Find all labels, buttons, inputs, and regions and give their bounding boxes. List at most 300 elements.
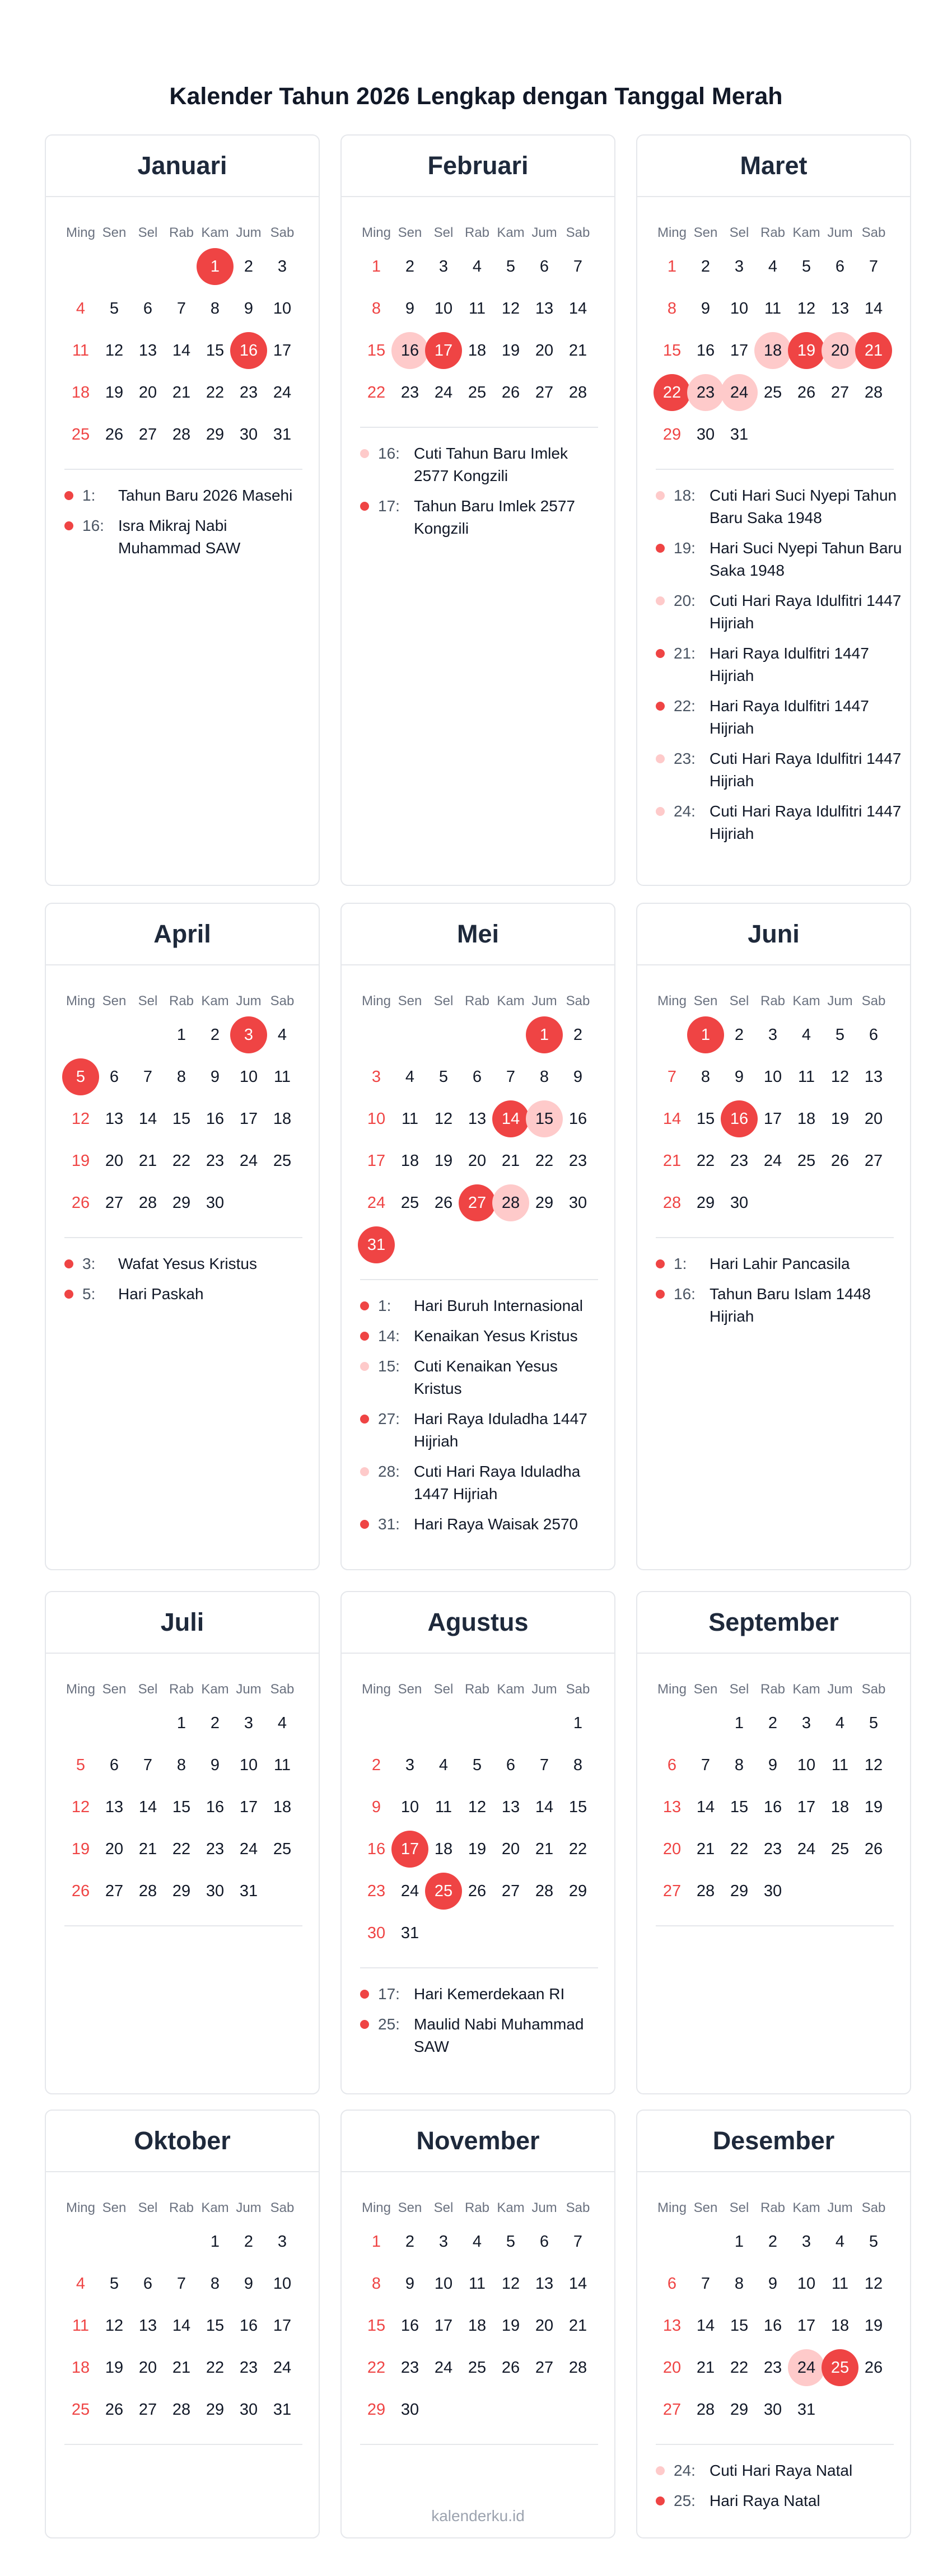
calendar-day[interactable]: 20 xyxy=(535,341,554,360)
calendar-day[interactable]: 13 xyxy=(105,1798,124,1816)
calendar-day[interactable]: 15 xyxy=(696,1109,715,1128)
calendar-day[interactable]: 1 xyxy=(371,257,381,276)
calendar-day[interactable]: 19 xyxy=(788,332,825,369)
calendar-day[interactable]: 28 xyxy=(662,1193,682,1212)
calendar-day[interactable]: 29 xyxy=(696,1193,715,1212)
calendar-day[interactable]: 27 xyxy=(864,1151,883,1170)
calendar-day[interactable]: 1 xyxy=(667,257,677,276)
calendar-day[interactable]: 18 xyxy=(468,2316,487,2335)
calendar-day[interactable]: 1 xyxy=(687,1016,724,1053)
calendar-day[interactable]: 19 xyxy=(71,1151,90,1170)
calendar-day[interactable]: 18 xyxy=(468,341,487,360)
calendar-day[interactable]: 31 xyxy=(358,1226,395,1263)
calendar-day[interactable]: 19 xyxy=(434,1151,453,1170)
calendar-day[interactable]: 17 xyxy=(239,1109,258,1128)
calendar-day[interactable]: 18 xyxy=(400,1151,419,1170)
calendar-day[interactable]: 1 xyxy=(734,1714,744,1732)
calendar-day[interactable]: 17 xyxy=(239,1798,258,1816)
calendar-day[interactable]: 31 xyxy=(273,425,292,444)
calendar-day[interactable]: 26 xyxy=(501,2358,520,2377)
calendar-day[interactable]: 3 xyxy=(768,1025,778,1044)
calendar-day[interactable]: 30 xyxy=(400,2400,419,2419)
calendar-day[interactable]: 8 xyxy=(371,2274,381,2293)
calendar-day[interactable]: 14 xyxy=(696,1798,715,1816)
calendar-day[interactable]: 23 xyxy=(400,2358,419,2377)
calendar-day[interactable]: 13 xyxy=(138,341,157,360)
calendar-day[interactable]: 29 xyxy=(206,2400,225,2419)
calendar-day[interactable]: 26 xyxy=(864,2358,883,2377)
calendar-day[interactable]: 3 xyxy=(438,2232,449,2251)
calendar-day[interactable]: 11 xyxy=(273,1756,291,1774)
calendar-day[interactable]: 8 xyxy=(734,2274,744,2293)
calendar-day[interactable]: 28 xyxy=(535,1882,554,1900)
calendar-day[interactable]: 9 xyxy=(244,299,254,318)
calendar-day[interactable]: 28 xyxy=(696,2400,715,2419)
calendar-day[interactable]: 3 xyxy=(405,1756,415,1774)
calendar-day[interactable]: 4 xyxy=(277,1025,287,1044)
calendar-day[interactable]: 1 xyxy=(526,1016,563,1053)
calendar-day[interactable]: 2 xyxy=(768,2232,778,2251)
calendar-day[interactable]: 5 xyxy=(869,2232,879,2251)
calendar-day[interactable]: 30 xyxy=(568,1193,587,1212)
calendar-day[interactable]: 28 xyxy=(696,1882,715,1900)
calendar-day[interactable]: 22 xyxy=(730,1840,749,1858)
calendar-day[interactable]: 22 xyxy=(172,1840,191,1858)
calendar-day[interactable]: 17 xyxy=(273,2316,292,2335)
calendar-day[interactable]: 9 xyxy=(244,2274,254,2293)
calendar-day[interactable]: 15 xyxy=(568,1798,587,1816)
calendar-day[interactable]: 31 xyxy=(400,1924,419,1942)
calendar-day[interactable]: 13 xyxy=(501,1798,520,1816)
calendar-day[interactable]: 22 xyxy=(654,374,690,411)
calendar-day[interactable]: 1 xyxy=(197,248,234,285)
calendar-day[interactable]: 4 xyxy=(277,1714,287,1732)
calendar-day[interactable]: 12 xyxy=(71,1798,90,1816)
calendar-day[interactable]: 7 xyxy=(701,1756,711,1774)
calendar-day[interactable]: 15 xyxy=(206,341,225,360)
calendar-day[interactable]: 29 xyxy=(367,2400,386,2419)
calendar-day[interactable]: 3 xyxy=(801,1714,811,1732)
calendar-day[interactable]: 27 xyxy=(535,383,554,402)
calendar-day[interactable]: 7 xyxy=(869,257,879,276)
calendar-day[interactable]: 12 xyxy=(864,1756,883,1774)
calendar-day[interactable]: 10 xyxy=(239,1067,258,1086)
calendar-day[interactable]: 13 xyxy=(535,2274,554,2293)
calendar-day[interactable]: 21 xyxy=(855,332,892,369)
calendar-day[interactable]: 6 xyxy=(506,1756,516,1774)
calendar-day[interactable]: 4 xyxy=(76,2274,86,2293)
calendar-day[interactable]: 12 xyxy=(501,299,520,318)
calendar-day[interactable]: 29 xyxy=(662,425,682,444)
calendar-day[interactable]: 20 xyxy=(662,2358,682,2377)
calendar-day[interactable]: 15 xyxy=(730,1798,749,1816)
calendar-day[interactable]: 14 xyxy=(172,2316,191,2335)
calendar-day[interactable]: 4 xyxy=(768,257,778,276)
calendar-day[interactable]: 26 xyxy=(105,2400,124,2419)
calendar-day[interactable]: 6 xyxy=(472,1067,482,1086)
calendar-day[interactable]: 24 xyxy=(239,1840,258,1858)
calendar-day[interactable]: 4 xyxy=(801,1025,811,1044)
calendar-day[interactable]: 23 xyxy=(367,1882,386,1900)
calendar-day[interactable]: 30 xyxy=(239,425,258,444)
calendar-day[interactable]: 2 xyxy=(734,1025,744,1044)
calendar-day[interactable]: 16 xyxy=(721,1100,758,1137)
calendar-day[interactable]: 15 xyxy=(526,1100,563,1137)
calendar-day[interactable]: 13 xyxy=(662,1798,682,1816)
calendar-day[interactable]: 24 xyxy=(434,383,453,402)
calendar-day[interactable]: 16 xyxy=(568,1109,587,1128)
calendar-day[interactable]: 21 xyxy=(696,1840,715,1858)
calendar-day[interactable]: 14 xyxy=(138,1109,157,1128)
calendar-day[interactable]: 7 xyxy=(701,2274,711,2293)
calendar-day[interactable]: 11 xyxy=(273,1067,291,1086)
calendar-day[interactable]: 23 xyxy=(763,2358,782,2377)
calendar-day[interactable]: 14 xyxy=(662,1109,682,1128)
calendar-day[interactable]: 21 xyxy=(568,341,587,360)
calendar-day[interactable]: 25 xyxy=(763,383,782,402)
calendar-day[interactable]: 2 xyxy=(573,1025,583,1044)
calendar-day[interactable]: 30 xyxy=(206,1193,225,1212)
calendar-day[interactable]: 21 xyxy=(172,383,191,402)
calendar-day[interactable]: 10 xyxy=(273,2274,292,2293)
calendar-day[interactable]: 30 xyxy=(763,1882,782,1900)
calendar-day[interactable]: 10 xyxy=(367,1109,386,1128)
calendar-day[interactable]: 22 xyxy=(172,1151,191,1170)
calendar-day[interactable]: 27 xyxy=(105,1882,124,1900)
calendar-day[interactable]: 19 xyxy=(501,341,520,360)
calendar-day[interactable]: 7 xyxy=(573,257,583,276)
calendar-day[interactable]: 1 xyxy=(210,2232,220,2251)
calendar-day[interactable]: 15 xyxy=(662,341,682,360)
calendar-day[interactable]: 10 xyxy=(434,2274,453,2293)
calendar-day[interactable]: 28 xyxy=(568,383,587,402)
calendar-day[interactable]: 27 xyxy=(138,425,157,444)
calendar-day[interactable]: 19 xyxy=(105,2358,124,2377)
calendar-day[interactable]: 23 xyxy=(206,1840,225,1858)
calendar-day[interactable]: 10 xyxy=(763,1067,782,1086)
calendar-day[interactable]: 6 xyxy=(667,2274,677,2293)
calendar-day[interactable]: 4 xyxy=(405,1067,415,1086)
calendar-day[interactable]: 7 xyxy=(506,1067,516,1086)
calendar-day[interactable]: 5 xyxy=(835,1025,845,1044)
calendar-day[interactable]: 24 xyxy=(763,1151,782,1170)
calendar-day[interactable]: 16 xyxy=(391,332,428,369)
calendar-day[interactable]: 23 xyxy=(687,374,724,411)
calendar-day[interactable]: 13 xyxy=(468,1109,487,1128)
calendar-day[interactable]: 12 xyxy=(830,1067,850,1086)
calendar-day[interactable]: 15 xyxy=(206,2316,225,2335)
calendar-day[interactable]: 25 xyxy=(468,2358,487,2377)
calendar-day[interactable]: 21 xyxy=(138,1151,157,1170)
calendar-day[interactable]: 15 xyxy=(367,2316,386,2335)
calendar-day[interactable]: 7 xyxy=(667,1067,677,1086)
calendar-day[interactable]: 14 xyxy=(864,299,883,318)
calendar-day[interactable]: 1 xyxy=(371,2232,381,2251)
calendar-day[interactable]: 19 xyxy=(864,2316,883,2335)
calendar-day[interactable]: 14 xyxy=(138,1798,157,1816)
calendar-day[interactable]: 22 xyxy=(206,383,225,402)
calendar-day[interactable]: 27 xyxy=(105,1193,124,1212)
calendar-day[interactable]: 2 xyxy=(210,1025,220,1044)
calendar-day[interactable]: 17 xyxy=(273,341,292,360)
calendar-day[interactable]: 13 xyxy=(535,299,554,318)
calendar-day[interactable]: 20 xyxy=(501,1840,520,1858)
calendar-day[interactable]: 3 xyxy=(734,257,744,276)
calendar-day[interactable]: 17 xyxy=(797,1798,816,1816)
calendar-day[interactable]: 7 xyxy=(176,2274,186,2293)
calendar-day[interactable]: 8 xyxy=(176,1756,186,1774)
calendar-day[interactable]: 11 xyxy=(468,2274,486,2293)
calendar-day[interactable]: 27 xyxy=(662,1882,682,1900)
calendar-day[interactable]: 9 xyxy=(210,1067,220,1086)
calendar-day[interactable]: 29 xyxy=(206,425,225,444)
calendar-day[interactable]: 20 xyxy=(535,2316,554,2335)
calendar-day[interactable]: 25 xyxy=(273,1151,292,1170)
calendar-day[interactable]: 26 xyxy=(830,1151,850,1170)
calendar-day[interactable]: 5 xyxy=(801,257,811,276)
calendar-day[interactable]: 25 xyxy=(71,2400,90,2419)
calendar-day[interactable]: 22 xyxy=(696,1151,715,1170)
calendar-day[interactable]: 8 xyxy=(667,299,677,318)
calendar-day[interactable]: 15 xyxy=(172,1798,191,1816)
calendar-day[interactable]: 20 xyxy=(105,1840,124,1858)
calendar-day[interactable]: 14 xyxy=(696,2316,715,2335)
calendar-day[interactable]: 23 xyxy=(568,1151,587,1170)
calendar-day[interactable]: 19 xyxy=(71,1840,90,1858)
calendar-day[interactable]: 30 xyxy=(206,1882,225,1900)
calendar-day[interactable]: 26 xyxy=(797,383,816,402)
calendar-day[interactable]: 27 xyxy=(138,2400,157,2419)
calendar-day[interactable]: 20 xyxy=(822,332,858,369)
calendar-day[interactable]: 6 xyxy=(835,257,845,276)
calendar-day[interactable]: 22 xyxy=(535,1151,554,1170)
calendar-day[interactable]: 21 xyxy=(662,1151,682,1170)
calendar-day[interactable]: 27 xyxy=(830,383,850,402)
calendar-day[interactable]: 8 xyxy=(371,299,381,318)
calendar-day[interactable]: 11 xyxy=(831,2274,849,2293)
calendar-day[interactable]: 26 xyxy=(434,1193,453,1212)
calendar-day[interactable]: 14 xyxy=(568,2274,587,2293)
calendar-day[interactable]: 2 xyxy=(405,2232,415,2251)
calendar-day[interactable]: 5 xyxy=(506,257,516,276)
calendar-day[interactable]: 17 xyxy=(434,2316,453,2335)
calendar-day[interactable]: 7 xyxy=(143,1067,153,1086)
calendar-day[interactable]: 20 xyxy=(138,2358,157,2377)
calendar-day[interactable]: 21 xyxy=(138,1840,157,1858)
calendar-day[interactable]: 4 xyxy=(438,1756,449,1774)
calendar-day[interactable]: 24 xyxy=(239,1151,258,1170)
calendar-day[interactable]: 20 xyxy=(105,1151,124,1170)
calendar-day[interactable]: 31 xyxy=(273,2400,292,2419)
calendar-day[interactable]: 2 xyxy=(405,257,415,276)
calendar-day[interactable]: 12 xyxy=(797,299,816,318)
calendar-day[interactable]: 8 xyxy=(176,1067,186,1086)
calendar-day[interactable]: 17 xyxy=(730,341,749,360)
calendar-day[interactable]: 25 xyxy=(71,425,90,444)
footer-source[interactable]: kalenderku.id xyxy=(431,2507,525,2524)
calendar-day[interactable]: 30 xyxy=(730,1193,749,1212)
calendar-day[interactable]: 4 xyxy=(472,257,482,276)
calendar-day[interactable]: 28 xyxy=(864,383,883,402)
calendar-day[interactable]: 24 xyxy=(400,1882,419,1900)
calendar-day[interactable]: 3 xyxy=(277,257,287,276)
calendar-day[interactable]: 9 xyxy=(405,299,415,318)
calendar-day[interactable]: 3 xyxy=(438,257,449,276)
calendar-day[interactable]: 11 xyxy=(435,1798,452,1816)
calendar-day[interactable]: 3 xyxy=(371,1067,381,1086)
calendar-day[interactable]: 2 xyxy=(701,257,711,276)
calendar-day[interactable]: 11 xyxy=(401,1109,419,1128)
calendar-day[interactable]: 1 xyxy=(734,2232,744,2251)
calendar-day[interactable]: 28 xyxy=(172,425,191,444)
calendar-day[interactable]: 8 xyxy=(734,1756,744,1774)
calendar-day[interactable]: 1 xyxy=(176,1714,186,1732)
calendar-day[interactable]: 24 xyxy=(434,2358,453,2377)
calendar-day[interactable]: 26 xyxy=(501,383,520,402)
calendar-day[interactable]: 14 xyxy=(492,1100,529,1137)
calendar-day[interactable]: 5 xyxy=(438,1067,449,1086)
calendar-day[interactable]: 10 xyxy=(273,299,292,318)
calendar-day[interactable]: 29 xyxy=(535,1193,554,1212)
calendar-day[interactable]: 14 xyxy=(535,1798,554,1816)
calendar-day[interactable]: 21 xyxy=(501,1151,520,1170)
calendar-day[interactable]: 18 xyxy=(273,1798,292,1816)
calendar-day[interactable]: 5 xyxy=(76,1756,86,1774)
calendar-day[interactable]: 10 xyxy=(434,299,453,318)
calendar-day[interactable]: 19 xyxy=(501,2316,520,2335)
calendar-day[interactable]: 12 xyxy=(864,2274,883,2293)
calendar-day[interactable]: 5 xyxy=(62,1058,99,1095)
calendar-day[interactable]: 20 xyxy=(864,1109,883,1128)
calendar-day[interactable]: 4 xyxy=(76,299,86,318)
calendar-day[interactable]: 3 xyxy=(801,2232,811,2251)
calendar-day[interactable]: 19 xyxy=(864,1798,883,1816)
calendar-day[interactable]: 4 xyxy=(835,1714,845,1732)
calendar-day[interactable]: 18 xyxy=(71,383,90,402)
calendar-day[interactable]: 26 xyxy=(71,1193,90,1212)
calendar-day[interactable]: 2 xyxy=(768,1714,778,1732)
calendar-day[interactable]: 10 xyxy=(400,1798,419,1816)
calendar-day[interactable]: 5 xyxy=(869,1714,879,1732)
calendar-day[interactable]: 25 xyxy=(830,1840,850,1858)
calendar-day[interactable]: 23 xyxy=(730,1151,749,1170)
calendar-day[interactable]: 26 xyxy=(71,1882,90,1900)
calendar-day[interactable]: 9 xyxy=(734,1067,744,1086)
calendar-day[interactable]: 12 xyxy=(105,341,124,360)
calendar-day[interactable]: 10 xyxy=(797,2274,816,2293)
calendar-day[interactable]: 12 xyxy=(501,2274,520,2293)
calendar-day[interactable]: 7 xyxy=(176,299,186,318)
calendar-day[interactable]: 21 xyxy=(696,2358,715,2377)
calendar-day[interactable]: 18 xyxy=(273,1109,292,1128)
calendar-day[interactable]: 6 xyxy=(109,1067,119,1086)
calendar-day[interactable]: 9 xyxy=(210,1756,220,1774)
calendar-day[interactable]: 17 xyxy=(425,332,462,369)
calendar-day[interactable]: 11 xyxy=(72,2316,90,2335)
calendar-day[interactable]: 6 xyxy=(869,1025,879,1044)
calendar-day[interactable]: 12 xyxy=(434,1109,453,1128)
calendar-day[interactable]: 15 xyxy=(367,341,386,360)
calendar-day[interactable]: 17 xyxy=(391,1831,428,1868)
calendar-day[interactable]: 6 xyxy=(143,2274,153,2293)
calendar-day[interactable]: 27 xyxy=(459,1184,496,1221)
calendar-day[interactable]: 10 xyxy=(797,1756,816,1774)
calendar-day[interactable]: 11 xyxy=(831,1756,849,1774)
calendar-day[interactable]: 5 xyxy=(109,2274,119,2293)
calendar-day[interactable]: 22 xyxy=(206,2358,225,2377)
calendar-day[interactable]: 19 xyxy=(105,383,124,402)
calendar-day[interactable]: 11 xyxy=(468,299,486,318)
calendar-day[interactable]: 14 xyxy=(172,341,191,360)
calendar-day[interactable]: 19 xyxy=(830,1109,850,1128)
calendar-day[interactable]: 30 xyxy=(367,1924,386,1942)
calendar-day[interactable]: 29 xyxy=(172,1193,191,1212)
calendar-day[interactable]: 25 xyxy=(468,383,487,402)
calendar-day[interactable]: 14 xyxy=(568,299,587,318)
calendar-day[interactable]: 20 xyxy=(468,1151,487,1170)
calendar-day[interactable]: 5 xyxy=(506,2232,516,2251)
calendar-day[interactable]: 5 xyxy=(472,1756,482,1774)
calendar-day[interactable]: 22 xyxy=(568,1840,587,1858)
calendar-day[interactable]: 16 xyxy=(763,2316,782,2335)
calendar-day[interactable]: 3 xyxy=(230,1016,267,1053)
calendar-day[interactable]: 8 xyxy=(539,1067,549,1086)
calendar-day[interactable]: 8 xyxy=(573,1756,583,1774)
calendar-day[interactable]: 15 xyxy=(730,2316,749,2335)
calendar-day[interactable]: 10 xyxy=(730,299,749,318)
calendar-day[interactable]: 20 xyxy=(138,383,157,402)
calendar-day[interactable]: 22 xyxy=(367,2358,386,2377)
calendar-day[interactable]: 31 xyxy=(730,425,749,444)
calendar-day[interactable]: 11 xyxy=(72,341,90,360)
calendar-day[interactable]: 22 xyxy=(367,383,386,402)
calendar-day[interactable]: 25 xyxy=(400,1193,419,1212)
calendar-day[interactable]: 26 xyxy=(105,425,124,444)
calendar-day[interactable]: 31 xyxy=(797,2400,816,2419)
calendar-day[interactable]: 11 xyxy=(797,1067,815,1086)
calendar-day[interactable]: 29 xyxy=(172,1882,191,1900)
calendar-day[interactable]: 29 xyxy=(730,1882,749,1900)
calendar-day[interactable]: 23 xyxy=(206,1151,225,1170)
calendar-day[interactable]: 30 xyxy=(239,2400,258,2419)
calendar-day[interactable]: 21 xyxy=(535,1840,554,1858)
calendar-day[interactable]: 16 xyxy=(206,1798,225,1816)
calendar-day[interactable]: 8 xyxy=(701,1067,711,1086)
calendar-day[interactable]: 18 xyxy=(830,1798,850,1816)
calendar-day[interactable]: 17 xyxy=(763,1109,782,1128)
calendar-day[interactable]: 9 xyxy=(701,299,711,318)
calendar-day[interactable]: 26 xyxy=(468,1882,487,1900)
calendar-day[interactable]: 16 xyxy=(239,2316,258,2335)
calendar-day[interactable]: 29 xyxy=(730,2400,749,2419)
calendar-day[interactable]: 16 xyxy=(763,1798,782,1816)
calendar-day[interactable]: 7 xyxy=(143,1756,153,1774)
calendar-day[interactable]: 27 xyxy=(501,1882,520,1900)
calendar-day[interactable]: 10 xyxy=(239,1756,258,1774)
calendar-day[interactable]: 8 xyxy=(210,299,220,318)
calendar-day[interactable]: 16 xyxy=(206,1109,225,1128)
calendar-day[interactable]: 12 xyxy=(468,1798,487,1816)
calendar-day[interactable]: 31 xyxy=(239,1882,258,1900)
calendar-day[interactable]: 28 xyxy=(568,2358,587,2377)
calendar-day[interactable]: 24 xyxy=(797,1840,816,1858)
calendar-day[interactable]: 19 xyxy=(468,1840,487,1858)
calendar-day[interactable]: 11 xyxy=(764,299,782,318)
calendar-day[interactable]: 23 xyxy=(239,383,258,402)
calendar-day[interactable]: 18 xyxy=(434,1840,453,1858)
calendar-day[interactable]: 25 xyxy=(797,1151,816,1170)
calendar-day[interactable]: 27 xyxy=(662,2400,682,2419)
